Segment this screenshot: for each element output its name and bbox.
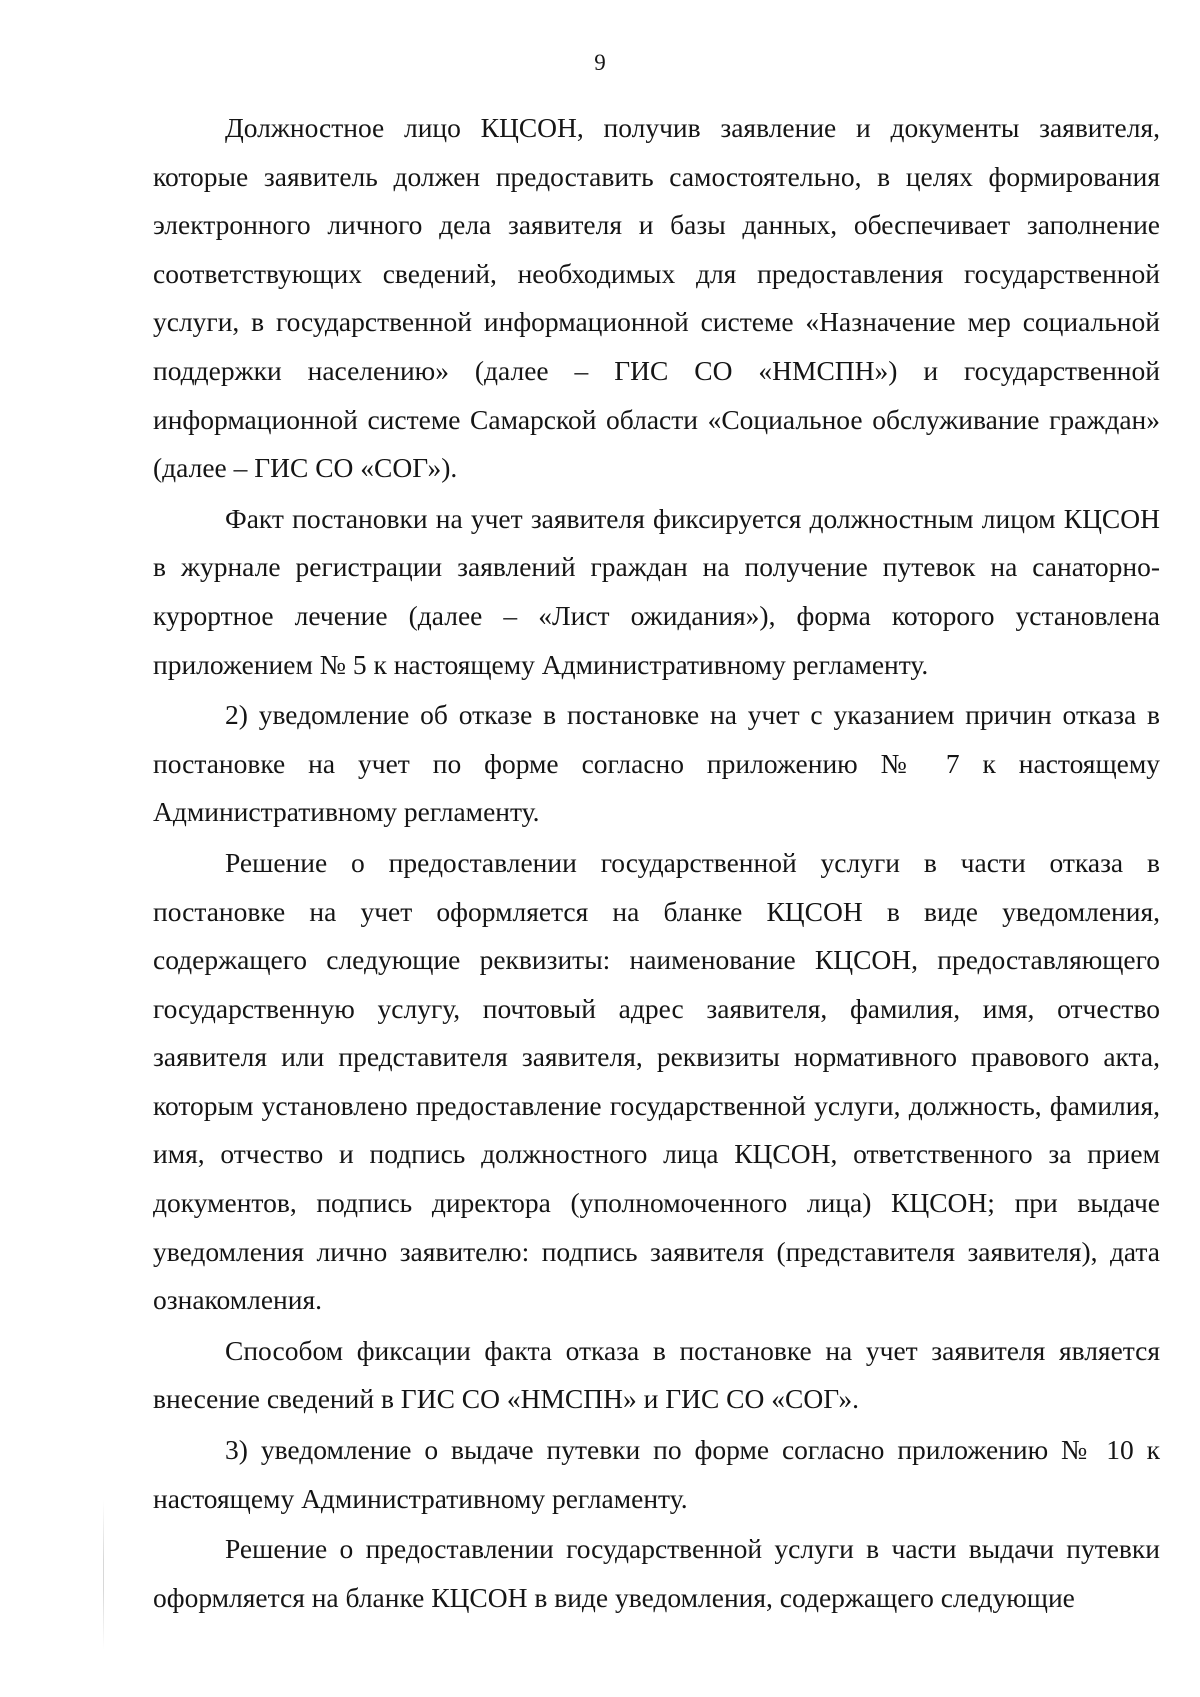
paragraph-refusal-notice: 2) уведомление об отказе в постановке на учет с указанием причин отказа в постановке на учет по форме согласно приложению № 7 к настоящему Административному регламенту.	[153, 699, 1160, 828]
body-text	[153, 104, 1160, 1622]
paragraph-registration-fact: Факт постановки на учет заявителя фиксируется должностным лицом КЦСОН в журнале регистрации заявлений граждан на получение путевок на санаторно-курортное лечение (далее – «Лист ожидания»), форма которого установлена приложением № 5 к настоящему Административному регламенту.	[153, 502, 1160, 680]
paragraph-voucher-decision: Решение о предоставлении государственной услуги в части выдачи путевки оформляется на бланке КЦСОН в виде уведомления, содержащего следующие	[153, 1533, 1160, 1613]
page-number: 9	[594, 50, 606, 75]
paragraph-voucher-notice: 3) уведомление о выдаче путевки по форме согласно приложению № 10 к настоящему Административному регламенту.	[153, 1434, 1160, 1514]
paragraph-refusal-recording: Способом фиксации факта отказа в постановке на учет заявителя является внесение сведений в ГИС СО «НМСПН» и ГИС СО «СОГ».	[153, 1334, 1160, 1415]
paragraph-refusal-decision: Решение о предоставлении государственной услуги в части отказа в постановке на учет оформляется на бланке КЦСОН в виде уведомления, содержащего следующие реквизиты: наименование КЦСОН, предоставляющего государственную услугу, почтовый адрес заявителя, фамилия, имя, отчество заявителя или представителя заявителя, реквизиты нормативного правового акта, которым установлено предоставление государственной услуги, должность, фамилия, имя, отчество и подпись должностного лица КЦСОН, ответственного за прием документов, подпись директора (уполномоченного лица) КЦСОН; при выдаче уведомления лично заявителю: подпись заявителя (представителя заявителя), дата ознакомления.	[153, 846, 1160, 1316]
paragraph-data-entry: Должностное лицо КЦСОН, получив заявление и документы заявителя, которые заявитель должен предоставить самостоятельно, в целях формирования электронного личного дела заявителя и базы данных, обеспечивает заполнение соответствующих сведений, необходимых для предоставления государственной услуги, в государственной информационной системе «Назначение мер социальной поддержки населению» (далее – ГИС СО «НМСПН») и государственной информационной системе Самарской области «Социальное обслуживание граждан» (далее – ГИС СО «СОГ»).	[153, 112, 1160, 484]
scan-artifact-line	[103, 1500, 104, 1650]
